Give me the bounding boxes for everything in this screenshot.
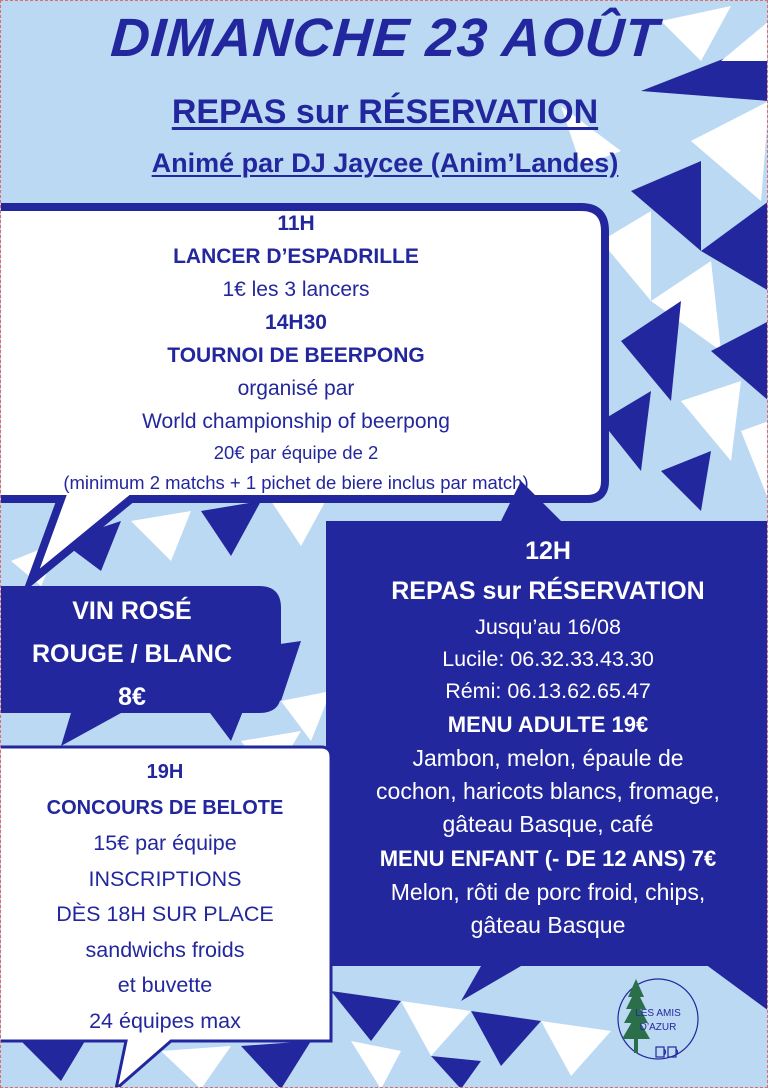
adult-menu-line-1: Jambon, melon, épaule de xyxy=(412,745,684,771)
page-subtitle: REPAS sur RÉSERVATION xyxy=(171,93,599,131)
meal-deadline: Jusqu’au 16/08 xyxy=(475,615,621,639)
page-title: DIMANCHE 23 AOÛT xyxy=(108,8,662,68)
belote-bubble xyxy=(1,755,329,1039)
wine-line-1: VIN ROSÉ xyxy=(72,597,192,625)
belote-food-1: sandwichs froids xyxy=(85,937,245,962)
wine-line-2: ROUGE / BLANC xyxy=(32,640,232,668)
meal-title: REPAS sur RÉSERVATION xyxy=(391,577,705,605)
belote-inscriptions: INSCRIPTIONS xyxy=(88,866,242,891)
activity-price-2: 20€ par équipe de 2 xyxy=(213,442,379,463)
logo-line-2: D’AZUR xyxy=(639,1022,677,1033)
belote-time: 19H xyxy=(146,761,184,783)
belote-max-teams: 24 équipes max xyxy=(89,1008,241,1033)
child-menu-line-1: Melon, rôti de porc froid, chips, xyxy=(390,879,706,905)
belote-title: CONCOURS DE BELOTE xyxy=(46,796,284,819)
adult-menu-title: MENU ADULTE 19€ xyxy=(447,712,649,737)
child-menu-line-2: gâteau Basque xyxy=(470,912,626,938)
adult-menu-line-2: cochon, haricots blancs, fromage, xyxy=(376,778,720,804)
meal-contact-2: Rémi: 06.13.62.65.47 xyxy=(445,679,651,703)
activity-name-2: TOURNOI DE BEERPONG xyxy=(167,344,425,367)
wine-price: 8€ xyxy=(118,683,146,711)
activity-time-1: 11H xyxy=(277,212,315,235)
wine-bubble xyxy=(1,590,263,719)
belote-on-site: DÈS 18H SUR PLACE xyxy=(56,902,274,926)
logo-line-1: LES AMIS xyxy=(635,1008,681,1019)
activities-bubble xyxy=(1,207,591,498)
meal-contact-1: Lucile: 06.32.33.43.30 xyxy=(442,647,654,671)
activity-organizer: World championship of beerpong xyxy=(142,410,450,433)
activity-name-1: LANCER D’ESPADRILLE xyxy=(173,245,419,268)
activity-price-1: 1€ les 3 lancers xyxy=(222,278,370,301)
dj-announcement: Animé par DJ Jaycee (Anim’Landes) xyxy=(151,148,619,178)
activity-organized-label: organisé par xyxy=(237,377,355,400)
meal-bubble xyxy=(334,531,762,942)
activity-note-2: (minimum 2 matchs + 1 pichet de biere inclus par match) xyxy=(63,472,529,493)
logo-text xyxy=(619,1007,697,1035)
belote-price: 15€ par équipe xyxy=(93,831,237,855)
activity-time-2: 14H30 xyxy=(265,311,327,334)
child-menu-title: MENU ENFANT (- DE 12 ANS) 7€ xyxy=(379,846,717,871)
meal-time: 12H xyxy=(525,537,571,565)
adult-menu-line-3: gâteau Basque, café xyxy=(442,811,654,837)
belote-food-2: et buvette xyxy=(117,973,213,997)
